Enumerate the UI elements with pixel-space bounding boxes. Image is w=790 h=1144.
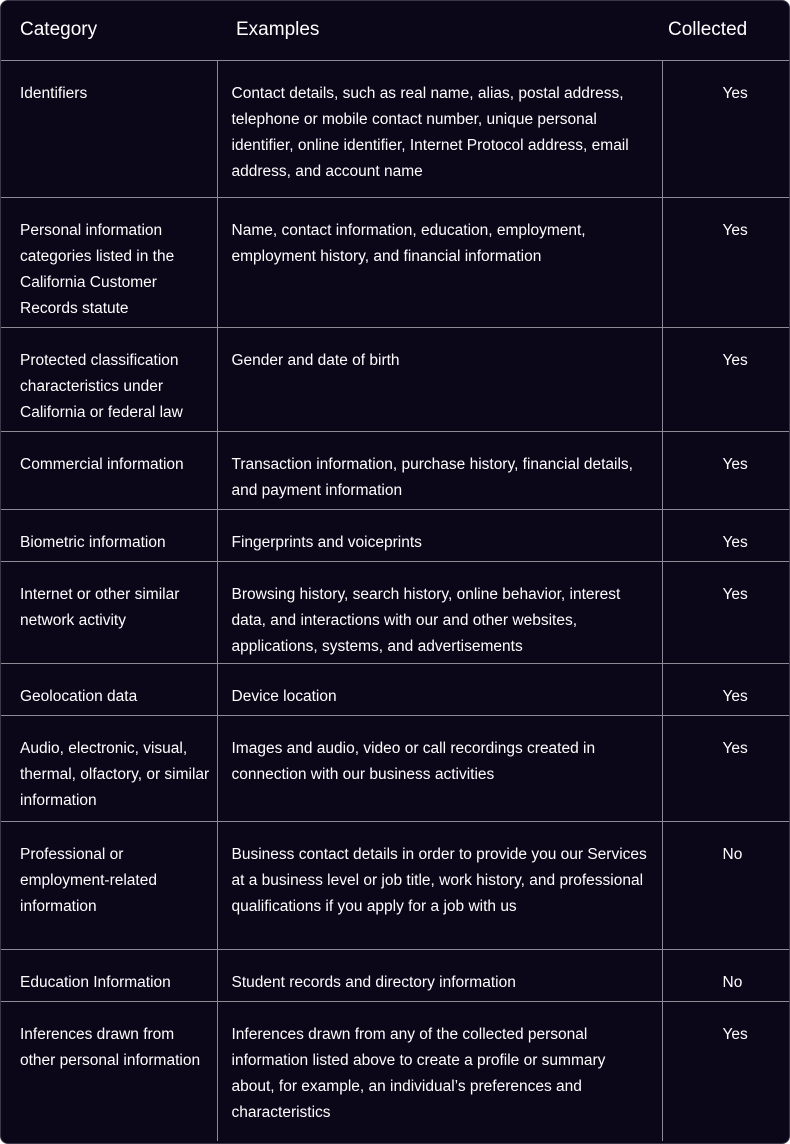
examples-cell: Images and audio, video or call recordings created in connection with our business activities	[217, 715, 662, 821]
category-cell: Protected classification characteristics under California or federal law	[1, 327, 217, 431]
examples-cell: Fingerprints and voiceprints	[217, 509, 662, 561]
examples-cell: Inferences drawn from any of the collected personal information listed above to create a profile or summary about, for example, an individual’s preferences and characteristics	[217, 1001, 662, 1141]
examples-cell: Contact details, such as real name, alias, postal address, telephone or mobile contact number, unique personal identifier, online identifier, Internet Protocol address, email address, and account name	[217, 60, 662, 197]
category-cell: Identifiers	[1, 60, 217, 197]
table-row	[1, 663, 789, 715]
collected-cell: Yes	[662, 1001, 789, 1141]
header-category: Category	[1, 1, 217, 60]
examples-cell: Student records and directory information	[217, 949, 662, 1001]
header-collected: Collected	[662, 1, 789, 60]
examples-cell: Transaction information, purchase history, financial details, and payment information	[217, 431, 662, 509]
category-cell: Geolocation data	[1, 663, 217, 715]
collected-cell: Yes	[662, 715, 789, 821]
collected-cell: Yes	[662, 431, 789, 509]
collected-cell: No	[662, 821, 789, 949]
examples-cell: Name, contact information, education, employment, employment history, and financial information	[217, 197, 662, 327]
category-cell: Audio, electronic, visual, thermal, olfactory, or similar information	[1, 715, 217, 821]
table-row	[1, 949, 789, 1001]
category-cell: Professional or employment-related information	[1, 821, 217, 949]
category-cell: Inferences drawn from other personal information	[1, 1001, 217, 1141]
category-cell: Internet or other similar network activity	[1, 561, 217, 663]
header-examples: Examples	[217, 1, 662, 60]
collected-cell: No	[662, 949, 789, 1001]
table-row	[1, 327, 789, 431]
table-row	[1, 60, 789, 197]
examples-cell: Business contact details in order to provide you our Services at a business level or job title, work history, and professional qualifications if you apply for a job with us	[217, 821, 662, 949]
collected-cell: Yes	[662, 561, 789, 663]
header-row	[1, 1, 789, 60]
examples-cell: Browsing history, search history, online behavior, interest data, and interactions with our and other websites, applications, systems, and advertisements	[217, 561, 662, 663]
table-row	[1, 431, 789, 509]
examples-cell: Device location	[217, 663, 662, 715]
table-header	[1, 1, 789, 60]
table-row	[1, 1001, 789, 1141]
data-collection-table	[1, 1, 789, 1141]
table-row	[1, 821, 789, 949]
category-cell: Education Information	[1, 949, 217, 1001]
collected-cell: Yes	[662, 197, 789, 327]
collected-cell: Yes	[662, 509, 789, 561]
category-cell: Personal information categories listed in the California Customer Records statute	[1, 197, 217, 327]
table-row	[1, 561, 789, 663]
table-row	[1, 509, 789, 561]
table-body	[1, 60, 789, 1141]
category-cell: Biometric information	[1, 509, 217, 561]
category-cell: Commercial information	[1, 431, 217, 509]
collected-cell: Yes	[662, 663, 789, 715]
examples-cell: Gender and date of birth	[217, 327, 662, 431]
collected-cell: Yes	[722, 84, 748, 102]
collected-cell: Yes	[662, 327, 789, 431]
table-row	[1, 715, 789, 821]
table-row	[1, 197, 789, 327]
